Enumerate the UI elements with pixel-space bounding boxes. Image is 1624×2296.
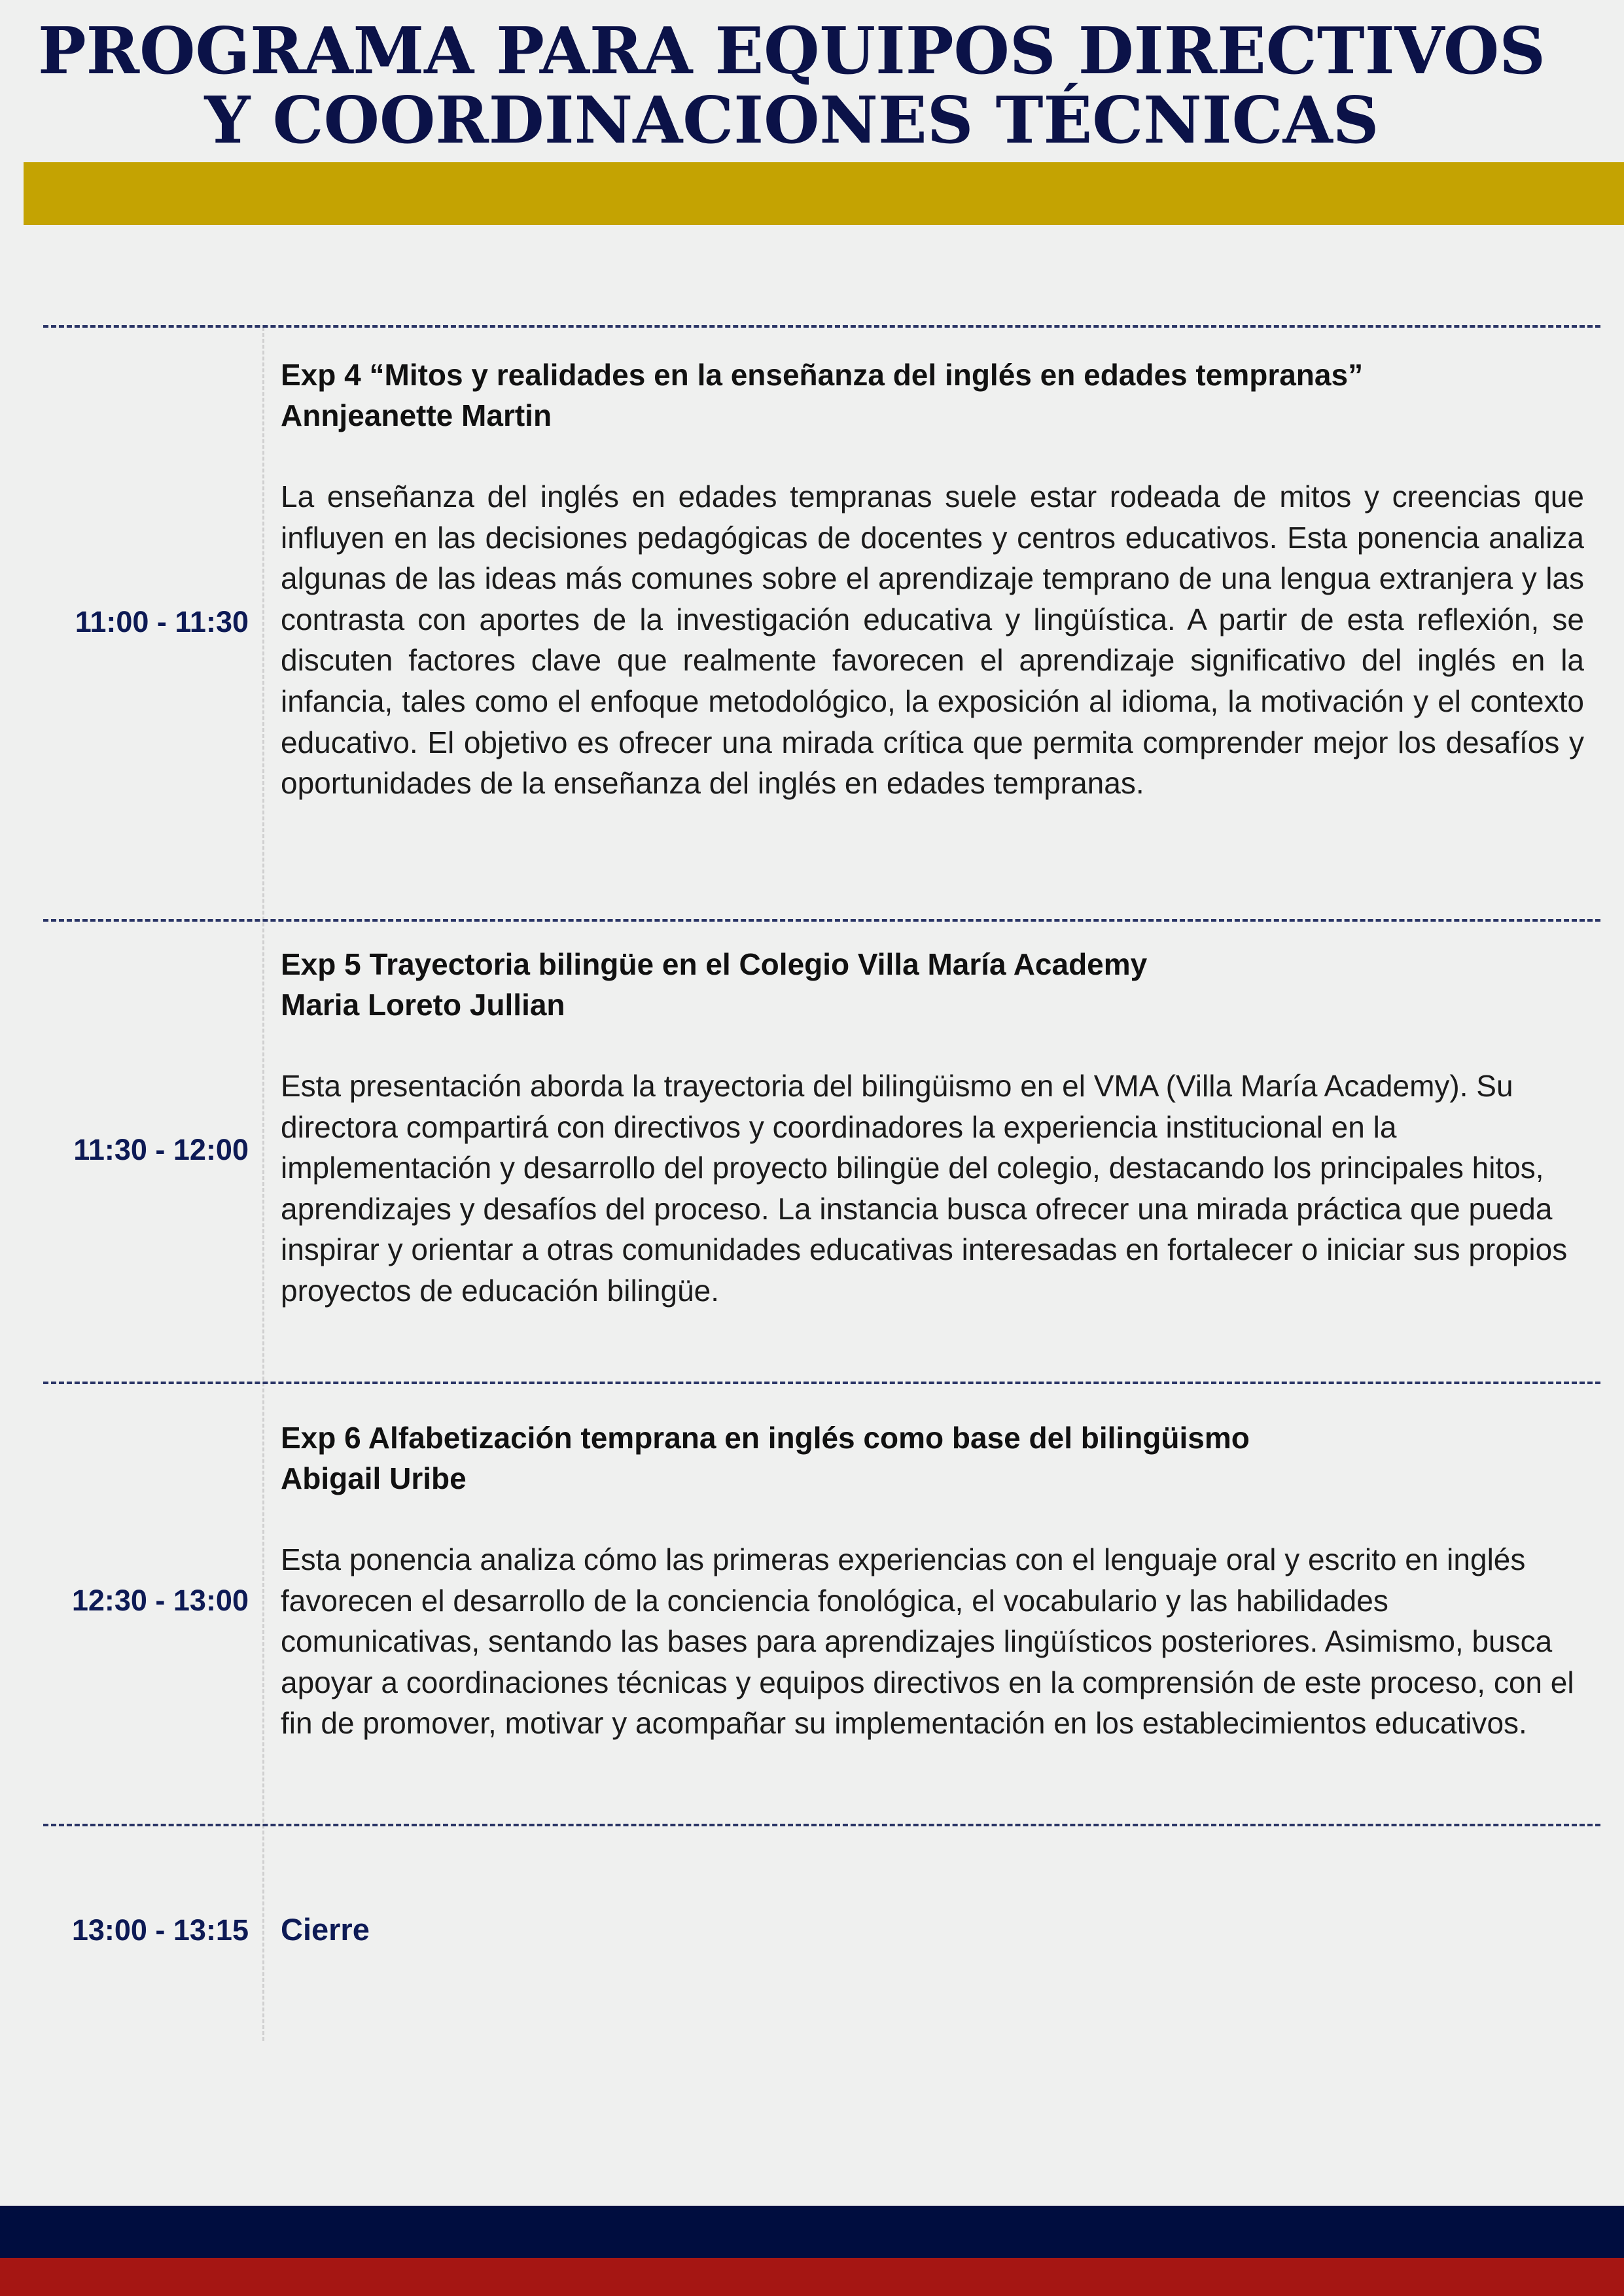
session-time: 12:30 - 13:00 [71, 1584, 249, 1617]
gold-header-band [24, 162, 1624, 225]
section-divider [43, 325, 1600, 328]
section-divider [43, 1824, 1600, 1826]
session-title: Exp 5 Trayectoria bilingüe en el Colegio Villa María Academy [281, 947, 1148, 981]
session-speaker: Maria Loreto Jullian [281, 988, 565, 1022]
closing-label: Cierre [281, 1912, 370, 1947]
session-description: Esta presentación aborda la trayectoria del bilingüismo en el VMA (Villa María Academy). Su directora compartirá con directivos y coordinadores la experiencia institucional en la implementación y desarrollo del proyecto bilingüe del colegio, destacando los principales hitos, aprendizajes y desafíos del proceso. La instancia busca ofrecer una mirada práctica que pueda inspirar y orientar a otras comunidades educativas interesadas en fortalecer o iniciar sus propios proyectos de educación bilingüe. [281, 1069, 1568, 1308]
session-description: La enseñanza del inglés en edades tempranas suele estar rodeada de mitos y creencias que influyen en las decisiones pedagógicas de docentes y centros educativos. Esta ponencia analiza algunas de las ideas más comunes sobre el aprendizaje temprano de una lengua extranjera y las contrasta con aportes de la investigación educativa y lingüística. A partir de esta reflexión, se discuten factores clave que realmente favorecen el aprendizaje significativo del inglés en la infancia, tales como el enfoque metodológico, la exposición al idioma, la motivación y el contexto educativo. El objetivo es ofrecer una mirada crítica que permita comprender mejor los desafíos y oportunidades de la enseñanza del inglés en edades tempranas. [281, 479, 1584, 801]
footer-red-band [0, 2258, 1624, 2296]
session-speaker: Annjeanette Martin [281, 398, 552, 432]
session-block [281, 355, 1584, 804]
session-time: 11:00 - 11:30 [75, 605, 249, 638]
time-column-divider [262, 327, 264, 2041]
section-divider [43, 1382, 1600, 1384]
section-divider [43, 919, 1600, 922]
session-description: Esta ponencia analiza cómo las primeras experiencias con el lenguaje oral y escrito en inglés favorecen el desarrollo de la conciencia fonológica, el vocabulario y las habilidades comunicativas, sentando las bases para aprendizajes lingüísticos posteriores. Asimismo, busca apoyar a coordinaciones técnicas y equipos directivos en la comprensión de este proceso, con el fin de promover, motivar y acompañar su implementación en los establecimientos educativos. [281, 1542, 1574, 1741]
session-title: Exp 6 Alfabetización temprana en inglés como base del bilingüismo [281, 1421, 1250, 1455]
page-title [0, 14, 1583, 158]
session-speaker: Abigail Uribe [281, 1461, 467, 1495]
closing-time: 13:00 - 13:15 [71, 1913, 249, 1947]
footer-navy-band [0, 2206, 1624, 2258]
page-title-line-1: PROGRAMA PARA EQUIPOS DIRECTIVOS [37, 14, 1545, 89]
session-time: 11:30 - 12:00 [73, 1133, 249, 1166]
session-title: Exp 4 “Mitos y realidades en la enseñanza del inglés en edades tempranas” [281, 358, 1364, 392]
session-block [281, 944, 1584, 1312]
page-title-line-2: Y COORDINACIONES TÉCNICAS [204, 83, 1379, 158]
session-block [281, 1418, 1584, 1744]
